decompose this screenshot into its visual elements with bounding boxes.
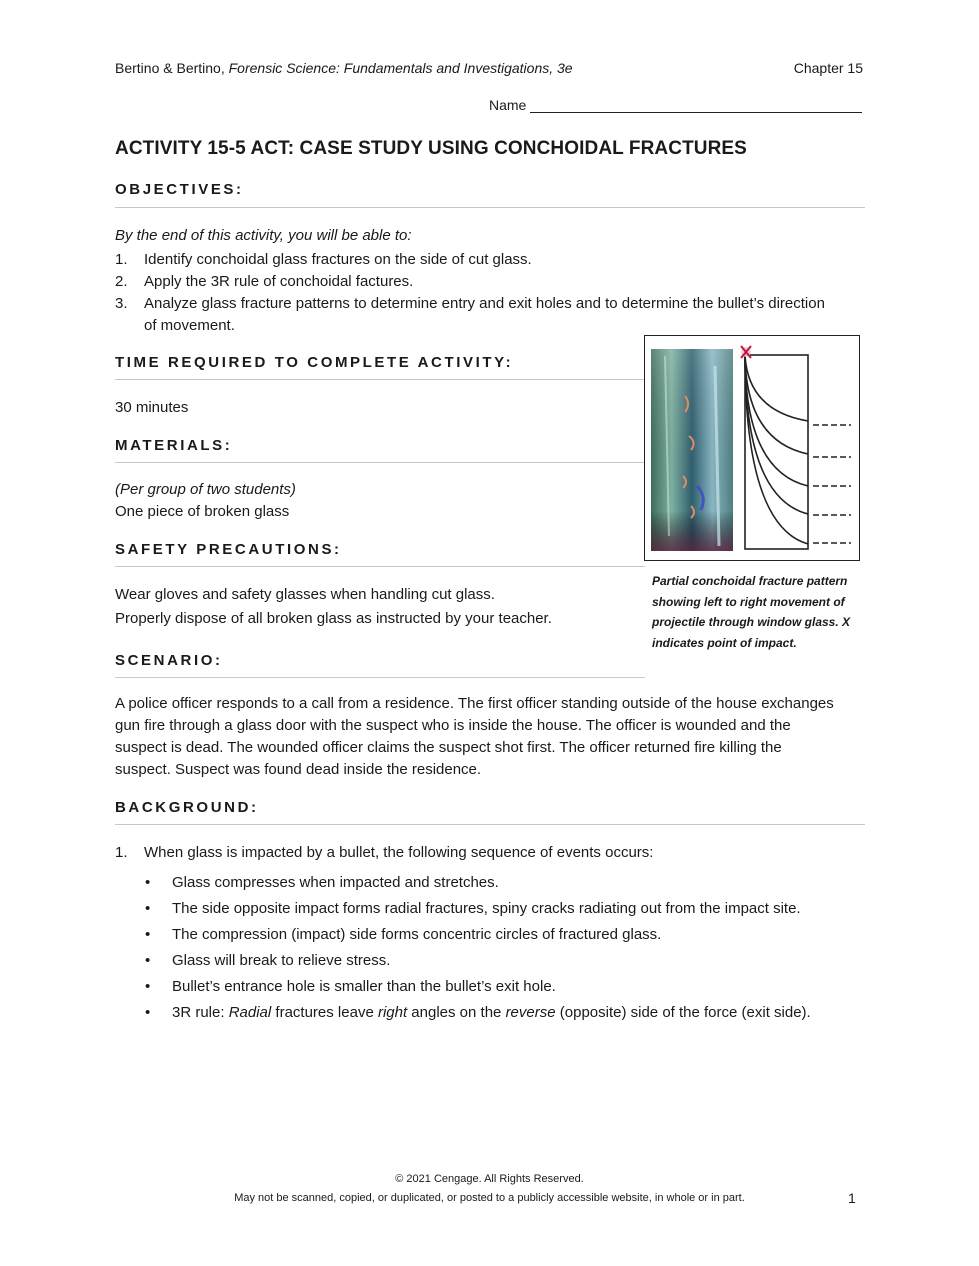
safety-heading: SAFETY PRECAUTIONS: [115, 541, 342, 558]
list-text: Analyze glass fracture patterns to determine entry and exit holes and to determine the bullet’s direction of movement. [144, 295, 825, 334]
impact-x-icon [741, 346, 751, 358]
list-text: Apply the 3R rule of conchoidal factures. [144, 273, 414, 290]
page-title: ACTIVITY 15-5 ACT: CASE STUDY USING CONCHOIDAL FRACTURES [115, 138, 747, 159]
time-divider [115, 379, 645, 380]
name-field[interactable] [489, 97, 862, 113]
list-text: The compression (impact) side forms concentric circles of fractured glass. [172, 926, 662, 943]
rule-text-3: (opposite) side of the force (exit side). [555, 1004, 811, 1021]
name-blank-line[interactable] [530, 98, 862, 113]
rule-word-radial: Radial [228, 1004, 272, 1021]
background-item-number: 1. [115, 844, 128, 861]
bullet-icon: • [145, 874, 151, 891]
list-text: Identify conchoidal glass fractures on the side of cut glass. [144, 251, 532, 268]
rule-word-reverse: reverse [505, 1004, 556, 1021]
list-item-3r-rule [115, 1002, 875, 1028]
header-authors: Bertino & Bertino, [115, 60, 229, 76]
list-item [115, 293, 835, 337]
scenario-text: A police officer responds to a call from a residence. The first officer standing outside of the house exchanges gun fire through a glass door with the suspect who is inside the house. The officer is wounded and the suspect is dead. The wounded officer claims the suspect shot first. The officer returned fire killing the suspect. Suspect was found dead inside the residence. [115, 695, 834, 778]
materials-divider [115, 462, 645, 463]
footer-copyright: © 2021 Cengage. All Rights Reserved. [395, 1173, 584, 1185]
list-number: 2. [115, 273, 128, 290]
rule-text-2: angles on the [407, 1004, 506, 1021]
safety-divider [115, 566, 645, 567]
bullet-icon: • [145, 952, 151, 969]
time-heading: TIME REQUIRED TO COMPLETE ACTIVITY: [115, 354, 514, 371]
materials-item: One piece of broken glass [115, 503, 290, 520]
rule-word-right: right [377, 1004, 408, 1021]
background-bullet-list [115, 872, 875, 1028]
time-value: 30 minutes [115, 399, 189, 416]
bullet-icon: • [145, 978, 151, 995]
list-item [115, 249, 835, 271]
list-text: The side opposite impact forms radial fractures, spiny cracks radiating out from the impact site. [172, 900, 801, 917]
footer-notice: May not be scanned, copied, or duplicated, or posted to a publicly accessible website, in whole or in part. [234, 1192, 745, 1204]
rule-prefix: 3R rule: [172, 1004, 229, 1021]
list-item [115, 271, 835, 293]
objectives-list [115, 249, 835, 337]
objectives-intro: By the end of this activity, you will be able to: [115, 227, 412, 244]
list-text: Glass will break to relieve stress. [172, 952, 391, 969]
list-item [115, 950, 875, 976]
materials-heading: MATERIALS: [115, 437, 233, 454]
fracture-illustration [645, 336, 859, 560]
objectives-divider [115, 207, 865, 208]
list-number: 1. [115, 251, 128, 268]
list-number: 3. [115, 295, 128, 312]
list-item [115, 924, 875, 950]
fracture-figure [644, 335, 860, 561]
materials-group: (Per group of two students) [115, 481, 296, 498]
figure-caption: Partial conchoidal fracture pattern showing left to right movement of projectile through window glass. X indicates point of impact. [652, 574, 851, 650]
list-text: Bullet’s entrance hole is smaller than the bullet’s exit hole. [172, 978, 556, 995]
scenario-divider [115, 677, 645, 678]
header-book-title: Forensic Science: Fundamentals and Investigations, 3e [228, 60, 573, 76]
page-number: 1 [848, 1190, 856, 1206]
background-item-text: When glass is impacted by a bullet, the following sequence of events occurs: [144, 844, 654, 861]
objectives-heading: OBJECTIVES: [115, 181, 244, 198]
bullet-icon: • [145, 1004, 151, 1021]
list-item [115, 898, 875, 924]
background-divider [115, 824, 865, 825]
list-item [115, 872, 875, 898]
safety-line-1: Wear gloves and safety glasses when handling cut glass. [115, 586, 495, 603]
safety-line-2: Properly dispose of all broken glass as instructed by your teacher. [115, 610, 552, 627]
bullet-icon: • [145, 900, 151, 917]
background-heading: BACKGROUND: [115, 799, 259, 816]
glass-photo [651, 349, 733, 551]
running-header-citation [115, 60, 573, 76]
list-text: Glass compresses when impacted and stretches. [172, 874, 499, 891]
fracture-diagram [745, 355, 851, 549]
header-chapter: Chapter 15 [793, 60, 863, 76]
scenario-heading: SCENARIO: [115, 652, 223, 669]
name-label: Name [489, 97, 527, 113]
list-item [115, 976, 875, 1002]
rule-text-1: fractures leave [271, 1004, 378, 1021]
bullet-icon: • [145, 926, 151, 943]
